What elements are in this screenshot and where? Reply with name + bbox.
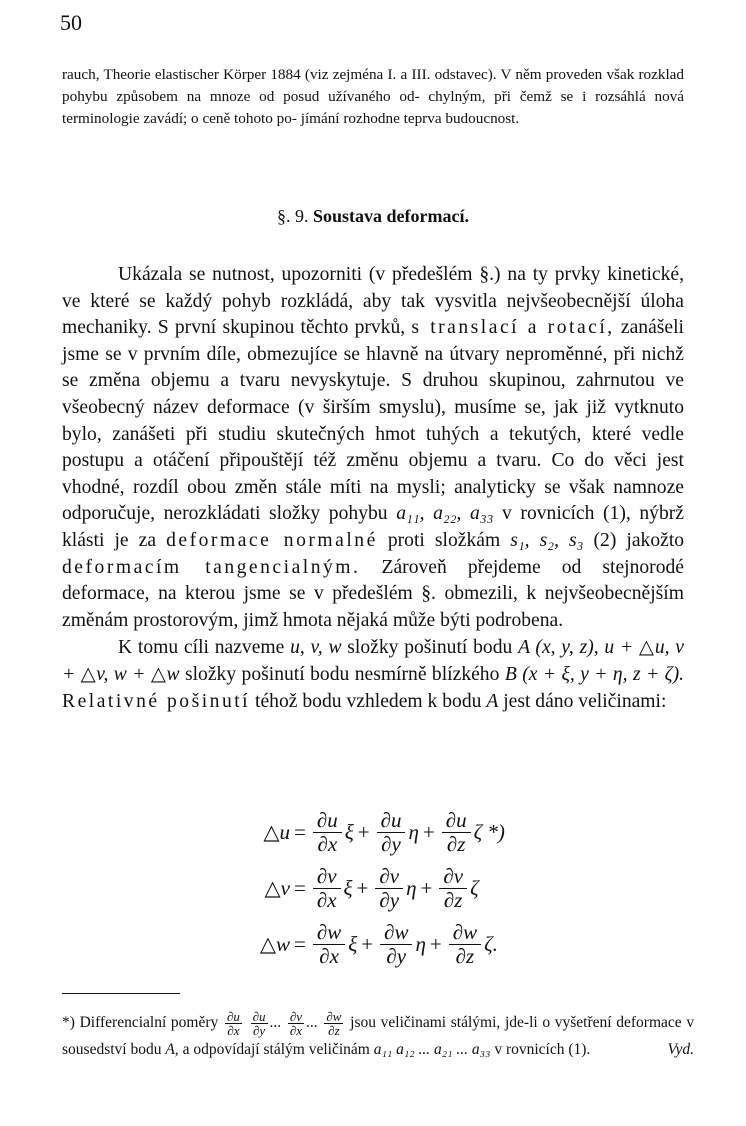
fraction: $\frac{\partial u}{\partial z}$ xyxy=(442,810,471,855)
footnote-marker: *) xyxy=(62,1014,75,1032)
section-heading xyxy=(0,206,746,227)
paragraph: Ukázala se nutnost, upozorniti (v předešlém §.) na ty prvky kinetické, ve které se každý pohyb rozkládá, aby tak vysvitla nejvšeobecnější úloha mechaniky. S první skupinou těchto prvků, s translací a rotací, zanášeli jsme se v prvním díle, obmezujíce se hlavně na útvary neproměnné, při nichž se změna objemu a tvaru nevyskytuje. S druhou skupinou, zahrnutou ve všeobecný název deformace (v širším smyslu), musíme se, jak již vytknuto bylo, zanášeti při studiu skutečných hmot tuhých a tekutých, které vedle postupu a otáčení připouštějí též změnu objemu a tvaru. Co do věci jest vhodné, rozdíl obou změn stále míti na mysli; analyticky se však namnoze odporučuje, nerozkládati složky pohybu a₁₁, a₂₂, a₃₃ v rovnicích (1), nýbrž klásti je za deformace normalné proti složkám s₁, s₂, s₃ (2) jakožto deformacím tangencialným. Zároveň přejdeme od stejnorodé deformace, na kterou jsme se v předešlém §. obmezili, k nejvšeobecnějším změnám prostorovým, jimž hmota nějaká může býti podrobena. xyxy=(62,264,685,631)
math-symbol: u, v, w xyxy=(290,637,342,659)
fraction: $\frac{\partial u}{\partial x}$ xyxy=(313,810,342,855)
footnote: *) Differencialní poměry $\frac{\partial u}{\partial x}$ $\frac{\partial u}{\partial y}$ ... $\frac{\partial v}{\partial x}$ ... $\frac{\partial w}{\partial z}$ jsou veličinami stálými, jde-li o vyšetření deformace v sousedství bodu A, a odpovídají stálým veličinám a₁₁ a₁₂ ... a₂₁ ... a₃₃ v rovnicích (1). Vyd. xyxy=(62,1010,694,1063)
footnote-rule xyxy=(62,993,180,994)
equation: △v = $\frac{\partial v}{\partial x}$ ξ + $\frac{\partial v}{\partial y}$ η + $\frac{\partial v}{\partial z}$ ζ xyxy=(264,863,479,912)
math-symbol: A xyxy=(486,690,499,712)
spaced-term: s translací a rotací, xyxy=(411,317,615,339)
math-symbol: a₁₁, xyxy=(396,503,425,525)
intro-line: jímání rozhodne teprva budoucnost. xyxy=(300,110,520,127)
math-symbol: s₂, xyxy=(539,529,559,551)
intro-line: chylným, při čemž se i rozsáhlá nová terminologie zavádí; o ceně tohoto po- xyxy=(62,88,685,127)
editor-signature: Vyd. xyxy=(667,1041,694,1058)
math-symbol: a₃₃ xyxy=(470,503,494,525)
paragraph: K tomu cíli nazveme u, v, w složky pošinutí bodu A (x, y, z), u + △u, v + △v, w + △w složky pošinutí bodu nesmírně blízkého B (x + ξ, y + η, z + ζ). Relativné pošinutí téhož bodu vzhledem k bodu A jest dáno veličinami: xyxy=(62,637,684,712)
fraction: $\frac{\partial v}{\partial z}$ xyxy=(439,866,467,911)
intro-line: proveden však rozklad pohybu způsobem na mnoze od posud užívaného od- xyxy=(62,66,685,105)
fraction: $\frac{\partial u}{\partial x}$ xyxy=(226,1009,240,1038)
fraction: $\frac{\partial u}{\partial y}$ xyxy=(252,1009,266,1038)
spaced-term: deformace normalné xyxy=(166,529,378,551)
math-symbol: B (x + ξ, y + η, z + ζ). xyxy=(504,663,684,685)
fraction: $\frac{\partial v}{\partial y}$ xyxy=(375,866,403,911)
math-symbol: s₃ xyxy=(569,529,584,551)
page-number: 50 xyxy=(60,10,82,35)
spaced-term: Relativné pošinutí xyxy=(62,690,251,712)
equation-block xyxy=(236,804,505,972)
math-symbol: a₂₂, xyxy=(433,503,462,525)
spaced-term: deformacím tangencialným. xyxy=(62,556,361,578)
fraction: $\frac{\partial w}{\partial z}$ xyxy=(326,1009,342,1038)
math-symbol: A (x, y, z), xyxy=(518,637,599,659)
fraction: $\frac{\partial v}{\partial x}$ xyxy=(289,1009,303,1038)
equation: △w = $\frac{\partial w}{\partial x}$ ξ + $\frac{\partial w}{\partial y}$ η + $\frac{\partial w}{\partial z}$ ζ. xyxy=(259,919,498,968)
fraction: $\frac{\partial u}{\partial y}$ xyxy=(377,810,406,855)
fraction: $\frac{\partial w}{\partial y}$ xyxy=(380,922,412,967)
body-text xyxy=(62,262,684,715)
math-symbol: u + △u, v + △v, w + △w xyxy=(62,637,684,685)
fraction: $\frac{\partial w}{\partial x}$ xyxy=(313,922,345,967)
intro-line: rauch, Theorie elastischer Körper 1884 (viz zejména I. a III. odstavec). V něm xyxy=(62,66,542,83)
fraction: $\frac{\partial w}{\partial z}$ xyxy=(449,922,481,967)
equation: △u = $\frac{\partial u}{\partial x}$ ξ + $\frac{\partial u}{\partial y}$ η + $\frac{\partial u}{\partial z}$ ζ *) xyxy=(263,807,505,856)
fraction: $\frac{\partial v}{\partial x}$ xyxy=(313,866,341,911)
math-symbol: s₁, xyxy=(510,529,530,551)
section-number: §. 9. xyxy=(277,206,309,226)
intro-paragraph xyxy=(62,64,684,130)
section-title: Soustava deformací. xyxy=(313,206,469,226)
